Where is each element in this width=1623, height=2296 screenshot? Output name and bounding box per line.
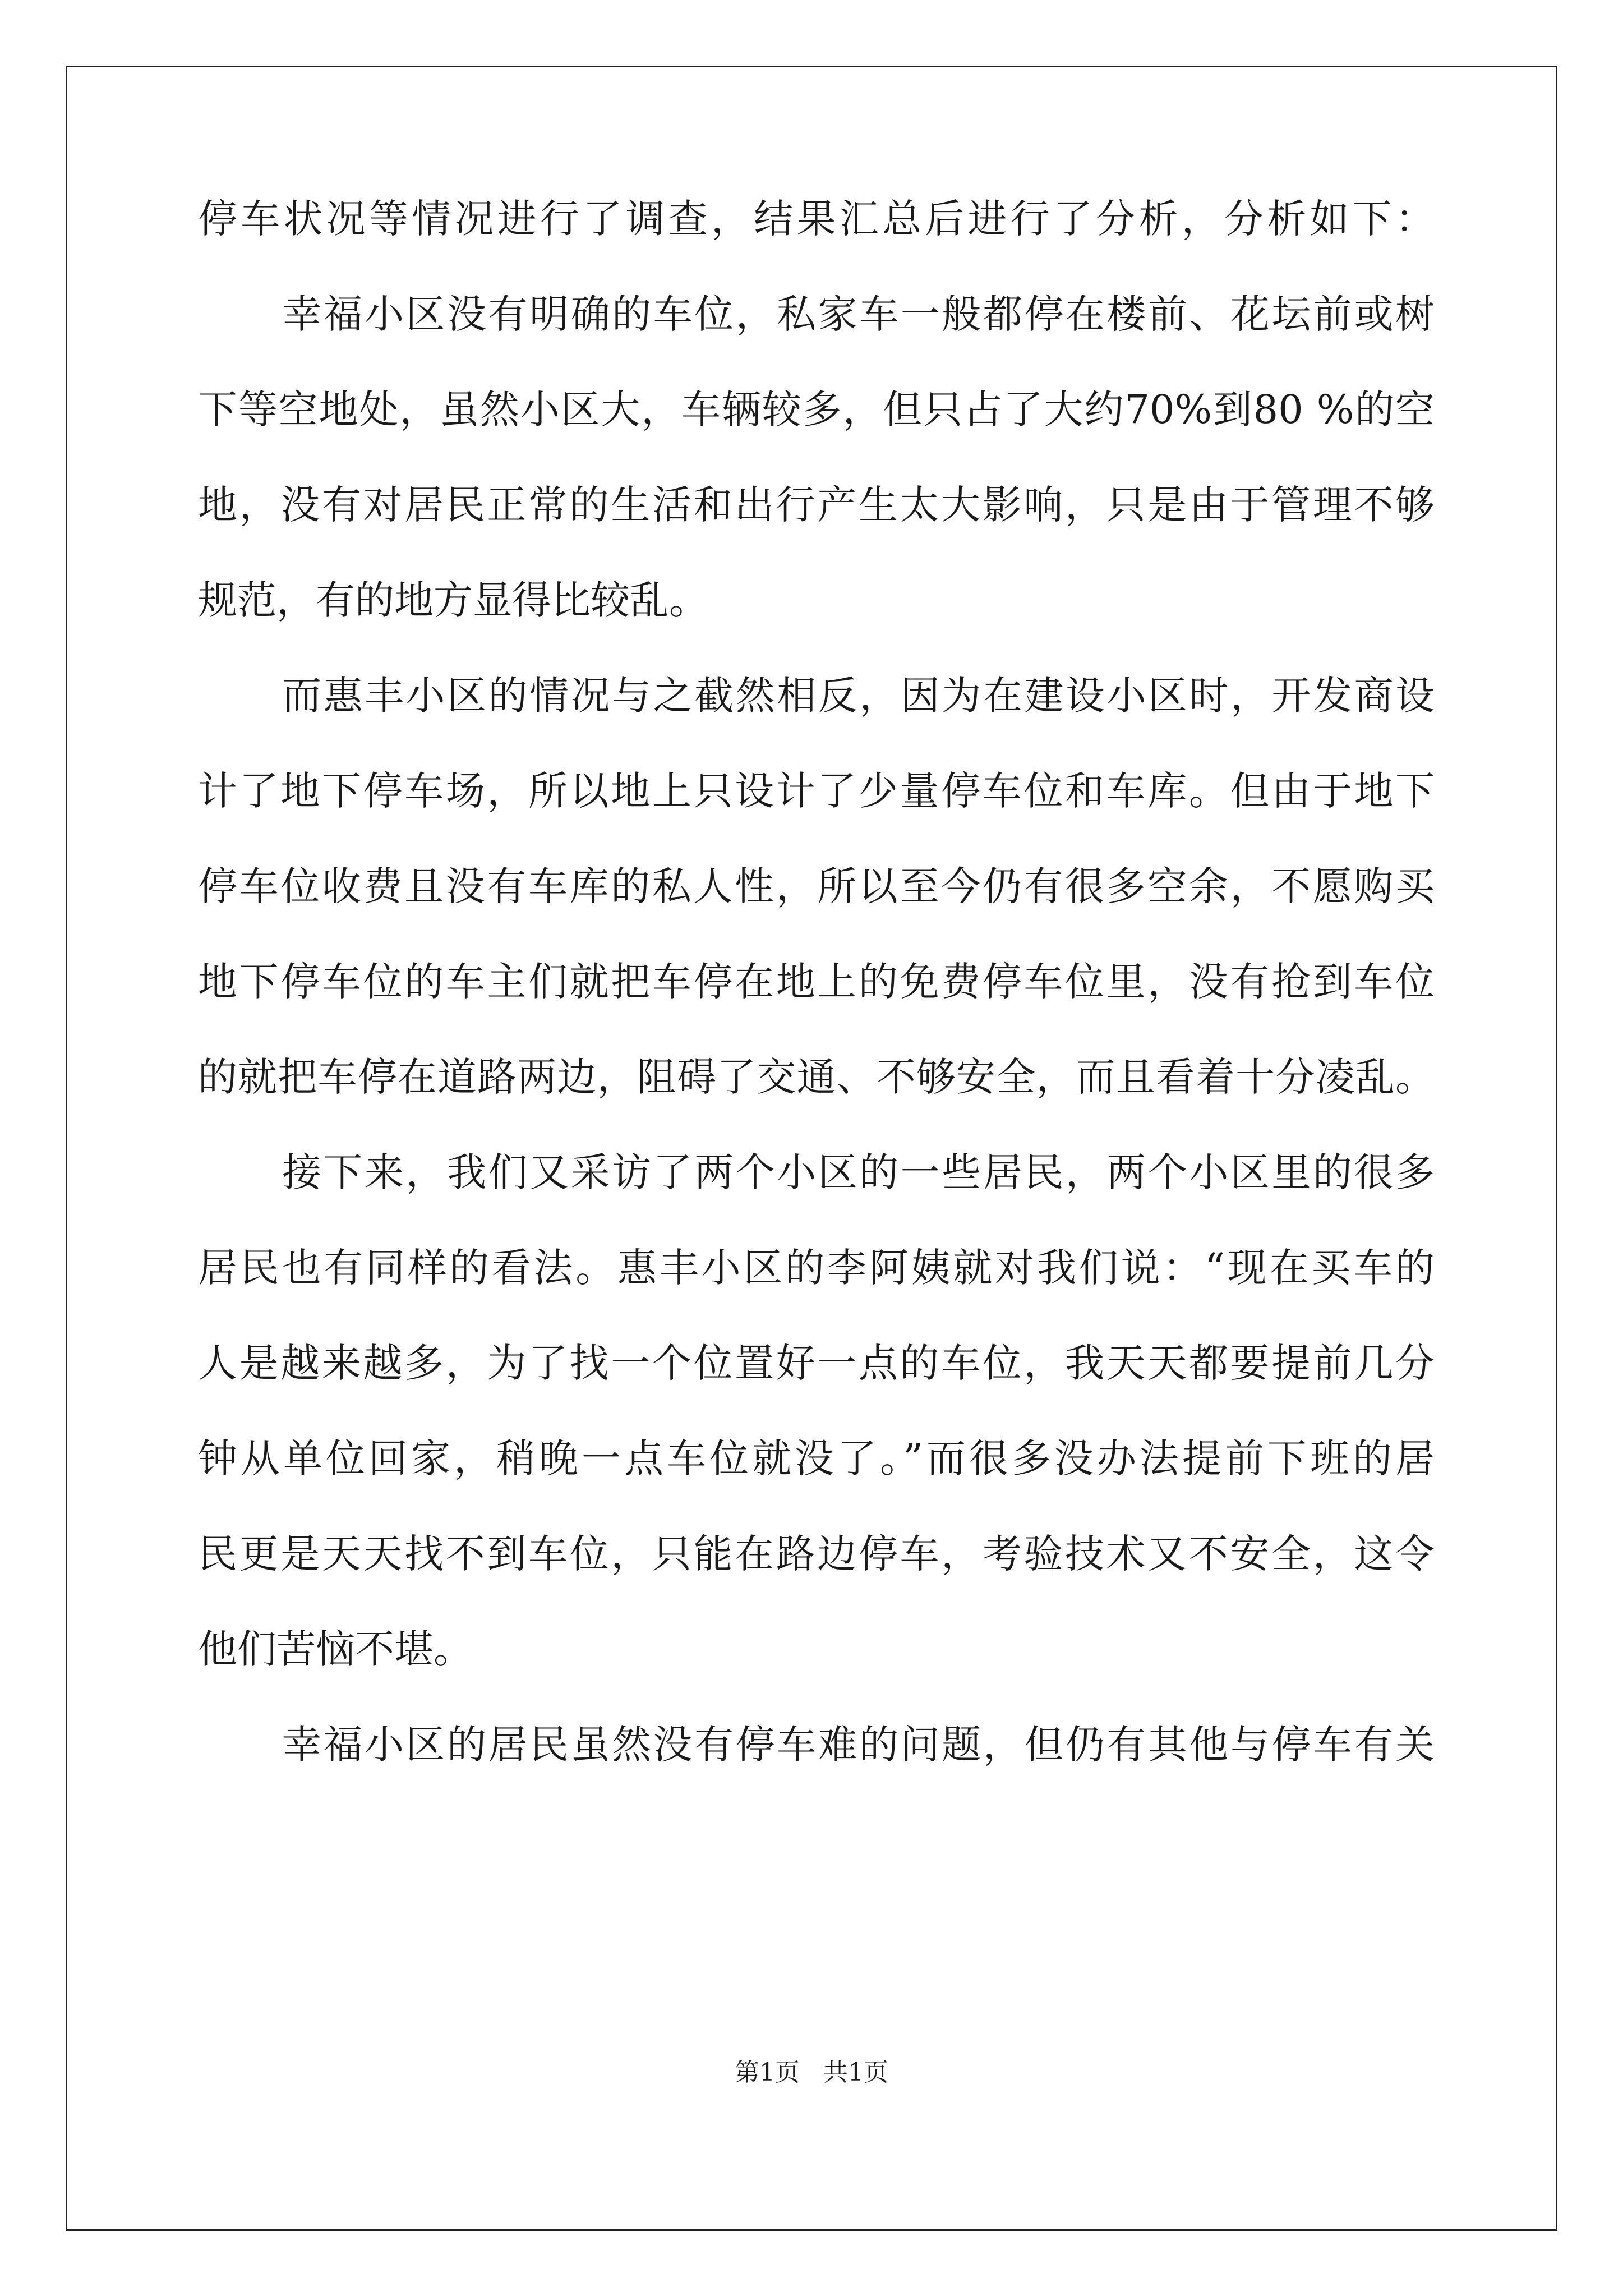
text-line: 规范，有的地方显得比较乱。 [198, 577, 708, 623]
text-line: 计了地下停车场，所以地上只设计了少量停车位和车库。但由于地下 [198, 768, 1435, 814]
text-line: 居民也有同样的看法。惠丰小区的李阿姨就对我们说：“现在买车的 [198, 1245, 1435, 1291]
text-line: 幸福小区没有明确的车位，私家车一般都停在楼前、花坛前或树 [282, 291, 1435, 337]
text-line: 地下停车位的车主们就把车停在地上的免费停车位里，没有抢到车位 [198, 959, 1435, 1005]
text-line: 钟从单位回家，稍晚一点车位就没了。”而很多没办法提前下班的居 [198, 1435, 1435, 1481]
text-line: 下等空地处，虽然小区大，车辆较多，但只占了大约70%到80 %的空 [198, 386, 1435, 432]
text-line: 的就把车停在道路两边，阻碍了交通、不够安全，而且看着十分凌乱。 [198, 1054, 1435, 1100]
text-line: 民更是天天找不到车位，只能在路边停车，考验技术又不安全，这令 [198, 1531, 1435, 1577]
page-number-footer: 第1页 共1页 [735, 2058, 888, 2087]
text-line: 停车状况等情况进行了调查，结果汇总后进行了分析，分析如下： [198, 196, 1435, 242]
text-line: 幸福小区的居民虽然没有停车难的问题，但仍有其他与停车有关 [282, 1722, 1435, 1768]
text-line: 人是越来越多，为了找一个位置好一点的车位，我天天都要提前几分 [198, 1340, 1435, 1386]
text-line: 他们苦恼不堪。 [198, 1626, 473, 1672]
text-line: 停车位收费且没有车库的私人性，所以至今仍有很多空余，不愿购买 [198, 863, 1435, 909]
text-line: 地，没有对居民正常的生活和出行产生太大影响，只是由于管理不够 [198, 482, 1435, 528]
text-line: 接下来，我们又采访了两个小区的一些居民，两个小区里的很多 [282, 1149, 1435, 1195]
text-line: 而惠丰小区的情况与之截然相反，因为在建设小区时，开发商设 [282, 673, 1435, 719]
